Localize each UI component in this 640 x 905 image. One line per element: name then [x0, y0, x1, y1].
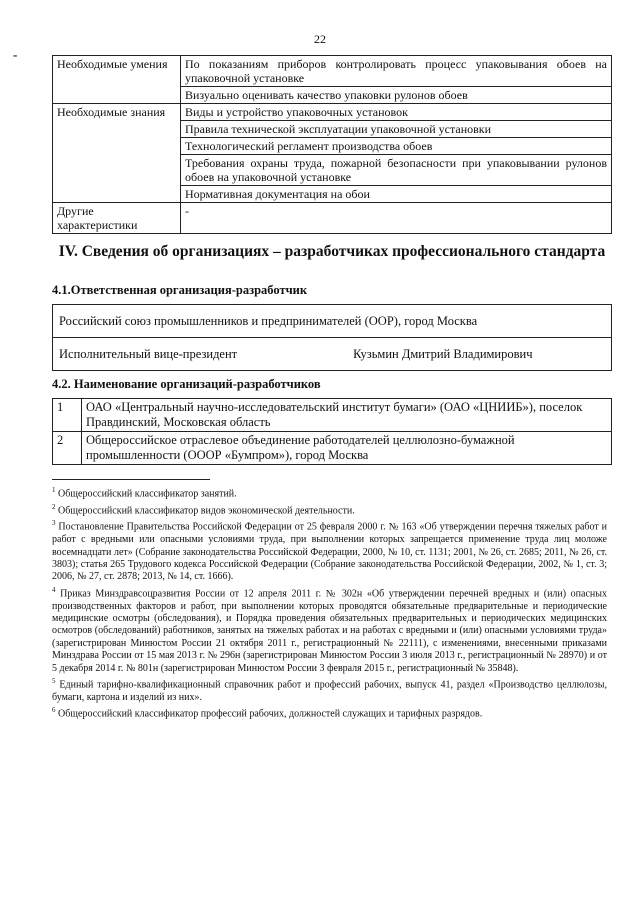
developers-table	[52, 398, 612, 465]
table-row	[53, 432, 612, 465]
responsible-heading: 4.1.Ответственная организация-разработчик	[52, 283, 308, 297]
row-label: Необходимые умения	[53, 56, 181, 104]
developers-heading: 4.2. Наименование организаций-разработчиков	[52, 377, 321, 391]
page-number: 22	[314, 32, 326, 46]
skills-table	[52, 55, 612, 234]
table-cell: По показаниям приборов контролировать процесс упаковывания обоев на упаковочной установке	[181, 56, 612, 87]
table-cell: Нормативная документация на обои	[181, 186, 612, 203]
footnotes	[52, 484, 607, 721]
organization-name: Российский союз промышленников и предпринимателей (ООР), город Москва	[53, 305, 612, 338]
row-number: 2	[53, 432, 82, 465]
table-cell: -	[181, 203, 612, 234]
developer-name: ОАО «Центральный научно-исследовательский институт бумаги» (ОАО «ЦНИИБ»), поселок Правдинский, Московская область	[82, 399, 612, 432]
footnote: $^1$ Общероссийский классификатор занятий.	[52, 486, 237, 500]
footnote: $^2$ Общероссийский классификатор видов экономической деятельности.	[52, 502, 355, 517]
footnote: $^6$ Общероссийский классификатор профессий рабочих, должностей служащих и тарифных разрядов.	[52, 706, 483, 720]
row-label: Необходимые знания	[53, 104, 181, 203]
person-name: Кузьмин Дмитрий Владимирович	[353, 346, 533, 361]
table-row	[53, 338, 612, 371]
table-row	[53, 203, 612, 234]
row-number: 1	[53, 399, 82, 432]
table-row	[53, 399, 612, 432]
table-row	[53, 104, 612, 121]
footnote: $^4$ Приказ Минздравсоцразвития России от 12 апреля 2011 г. № 302н «Об утверждении перечней вредных и (или) опасных производственных факторов и работ, при выполнении которых проводятся обязательные предварительные и периодические медицинские осмотры (обследования), и Порядка проведения обязательных предварительных и периодических медицинских осмотров (обследований) работников, занятых на тяжелых работах и на работах с вредными и (или) опасными условиями труда» (зарегистрирован Минюстом России 21 октября 2011 г., регистрационный № 22111), с изменениями, внесенными приказами Минздрава России от 15 мая 2013 г. № 296н (зарегистрирован Минюстом России 3 июля 2013 г., регистрационный № 28970) и от 5 декабря 2014 г. № 801н (зарегистрирован Минюстом России 3 февраля 2015 г., регистрационный № 35848).	[52, 585, 607, 674]
table-row	[53, 305, 612, 338]
signatory-cell	[53, 338, 612, 371]
row-label: Другие характеристики	[53, 203, 181, 234]
table-cell: Визуально оценивать качество упаковки рулонов обоев	[181, 87, 612, 104]
edge-mark: -	[13, 47, 18, 62]
footnote: $^3$ Постановление Правительства Российской Федерации от 25 февраля 2000 г. № 163 «Об утверждении перечня тяжелых работ и работ с вредными или опасными условиями труда, при выполнении которых запрещается применение труда лиц моложе восемнадцати лет» (Собрание законодательства Российской Федерации, 2000, № 10, ст. 1131; 2001, № 26, ст. 2685; 2011, № 26, ст. 3803); статья 265 Трудового кодекса Российской Федерации (Собрание законодательства Российской Федерации, 2002, № 1, ст. 3; 2006, № 27, ст. 2878; 2013, № 14, ст. 1666).	[52, 519, 607, 583]
position-title: Исполнительный вице-президент	[59, 346, 238, 361]
table-cell: Требования охраны труда, пожарной безопасности при упаковывании рулонов обоев на упаковочной установке	[181, 155, 612, 186]
table-cell: Правила технической эксплуатации упаковочной установки	[181, 121, 612, 138]
section-title: IV. Сведения об организациях – разработчиках профессионального стандарта	[58, 243, 606, 260]
table-cell: Технологический регламент производства обоев	[181, 138, 612, 155]
developer-name: Общероссийское отраслевое объединение работодателей целлюлозно-бумажной промышленности (ОООР «Бумпром»), город Москва	[82, 432, 612, 465]
table-cell: Виды и устройство упаковочных установок	[181, 104, 612, 121]
footnote: $^5$ Единый тарифно-квалификационный справочник работ и профессий рабочих, выпуск 41, раздел «Производство целлюлозы, бумаги, картона и изделий из них».	[52, 677, 607, 703]
footnote-divider	[52, 479, 210, 480]
table-row	[53, 56, 612, 87]
responsible-table	[52, 304, 612, 371]
